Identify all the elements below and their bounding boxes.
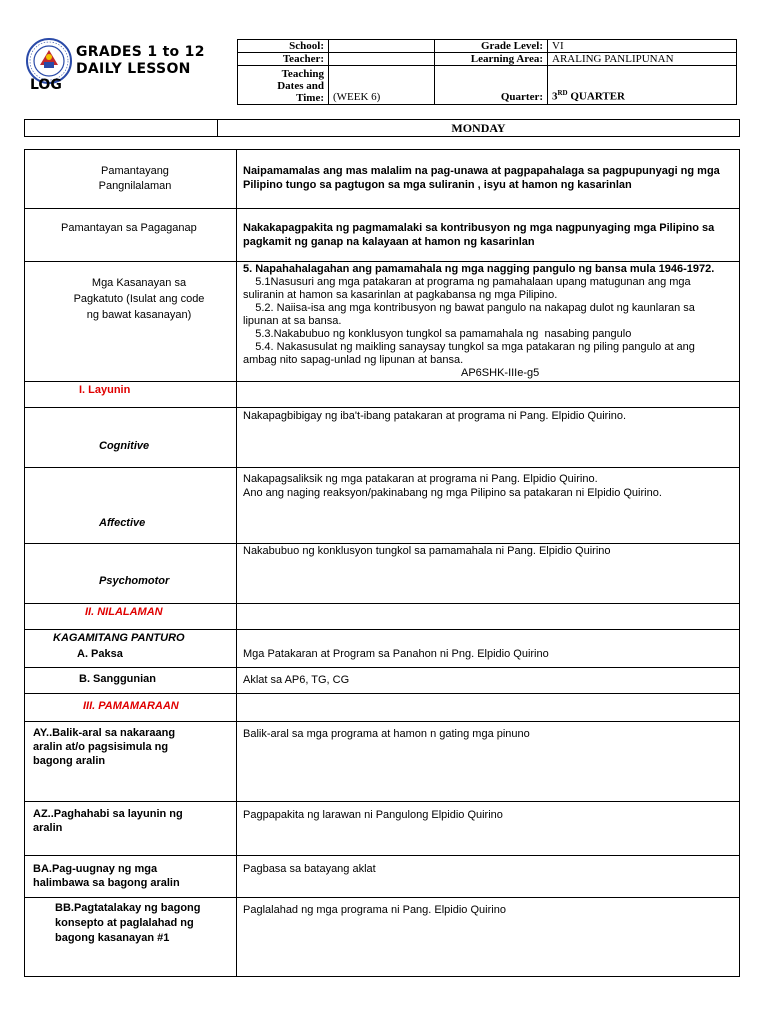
affective-label: Affective	[99, 517, 146, 529]
kasanayan-item: 5.4. Nakasusulat ng maikling sanaysay tungkol sa mga patakaran ng piling pangulo at ang ambag nito sapag-unlad ng lipunan at bansa.	[243, 341, 698, 366]
pamantayang-pangnilalaman-label: Pamantayang Pangnilalaman	[98, 165, 172, 192]
school-value	[329, 40, 435, 53]
day-label: MONDAY	[451, 121, 506, 135]
paksa-label: A. Paksa	[77, 648, 123, 660]
mga-kasanayan-label: Mga Kasanayan sa Pagkatuto (Isulat ang code ng bawat kasanayan)	[73, 277, 205, 321]
layunin-heading: I. Layunin	[79, 384, 131, 396]
kasanayan-item: 5.1Nasusuri ang mga patakaran at programa ng pamahalaan upang matugunan ang mga suliranin at hamon sa kasarinlan at pagkabansa ng mga Pilipino.	[243, 276, 694, 301]
kasanayan-item: 5.2. Naiisa-isa ang mga kontribusyon ng bawat pangulo na nakapag dulot ng kaunlaran sa lipunan at sa bansa.	[243, 302, 698, 327]
kasanayan-code: AP6SHK-IIIe-g5	[461, 367, 540, 379]
header-info-table	[237, 39, 737, 105]
affective-line: Ano ang naging reaksyon/pakinabang ng mga Pilipino sa patakaran ni Elpidio Quirino.	[243, 487, 662, 499]
pamamaraan-heading: III. PAMAMARAAN	[83, 700, 179, 712]
school-label: School:	[238, 40, 329, 53]
quarter-label: Quarter:	[435, 66, 548, 105]
quarter-value: 3RD QUARTER	[548, 66, 737, 105]
affective-line: Nakapagsaliksik ng mga patakaran at programa ni Pang. Elpidio Quirino.	[243, 473, 598, 485]
teacher-value	[329, 53, 435, 66]
cognitive-text: Nakapagbibigay ng iba't-ibang patakaran at programa ni Pang. Elpidio Quirino.	[243, 410, 627, 422]
learning-area-value: ARALING PANLIPUNAN	[548, 53, 737, 66]
ba-label: BA.Pag-uugnay ng mga halimbawa sa bagong aralin	[33, 863, 180, 889]
pamantayan-pagganap-text: Nakakapagpakita ng pagmamalaki sa kontribusyon ng mga nagpunyaging mga Pilipino sa pagkamit ng ganap na kalayaan at hamon ng kasarinlan	[243, 222, 715, 248]
nilalaman-heading: II. NILALAMAN	[85, 606, 163, 618]
ay-label: AY..Balik-aral sa nakaraang aralin at/o pagsisimula ng bagong aralin	[33, 727, 176, 767]
bb-text: Paglalahad ng mga programa ni Pang. Elpidio Quirino	[243, 904, 506, 916]
paksa-text: Mga Patakaran at Program sa Panahon ni Png. Elpidio Quirino	[243, 648, 549, 660]
teacher-label: Teacher:	[238, 53, 329, 66]
learning-area-label: Learning Area:	[435, 53, 548, 66]
kasanayan-heading: 5. Napahahalagahan ang pamamahala ng mga nagging pangulo ng bansa mula 1946-1972.	[243, 263, 715, 275]
sanggunian-label: B. Sanggunian	[79, 673, 156, 685]
ay-text: Balik-aral sa mga programa at hamon n gating mga pinuno	[243, 728, 530, 740]
teaching-dates-value: (WEEK 6)	[329, 66, 435, 105]
bb-label: BB.Pagtatalakay ng bagong konsepto at paglalahad ng bagong kasanayan #1	[55, 902, 201, 944]
lesson-table	[24, 149, 740, 977]
az-label: AZ..Paghahabi sa layunin ng aralin	[33, 808, 183, 834]
sanggunian-text: Aklat sa AP6, TG, CG	[243, 674, 350, 686]
pamantayan-pagganap-label: Pamantayan sa Pagaganap	[61, 222, 197, 234]
kagamitang-panturo-label: KAGAMITANG PANTURO	[53, 632, 185, 644]
day-header-blank	[25, 120, 218, 136]
page-title-log: LOG	[30, 77, 62, 93]
page-title: GRADES 1 to 12 DAILY LESSON	[76, 44, 205, 77]
grade-level-label: Grade Level:	[435, 40, 548, 53]
kasanayan-item: 5.3.Nakabubuo ng konklusyon tungkol sa pamamahala ng nasabing pangulo	[243, 328, 632, 340]
grade-level-value: VI	[548, 40, 737, 53]
az-text: Pagpapakita ng larawan ni Pangulong Elpidio Quirino	[243, 809, 503, 821]
teaching-dates-label: Teaching Dates and Time:	[238, 66, 329, 105]
ba-text: Pagbasa sa batayang aklat	[243, 863, 376, 875]
day-header-row	[24, 119, 740, 137]
mga-kasanayan-content	[243, 263, 731, 380]
psychomotor-text: Nakabubuo ng konklusyon tungkol sa pamamahala ni Pang. Elpidio Quirino	[243, 545, 611, 557]
affective-text	[243, 472, 731, 500]
pamantayang-pangnilalaman-text: Naipamamalas ang mas malalim na pag-unawa at pagpapahalaga sa pagpupunyagi ng mga Pilipino tungo sa pagtugon sa mga suliranin , isyu at hamon ng kasarinlan	[243, 165, 720, 191]
psychomotor-label: Psychomotor	[99, 575, 170, 587]
cognitive-label: Cognitive	[99, 440, 150, 452]
